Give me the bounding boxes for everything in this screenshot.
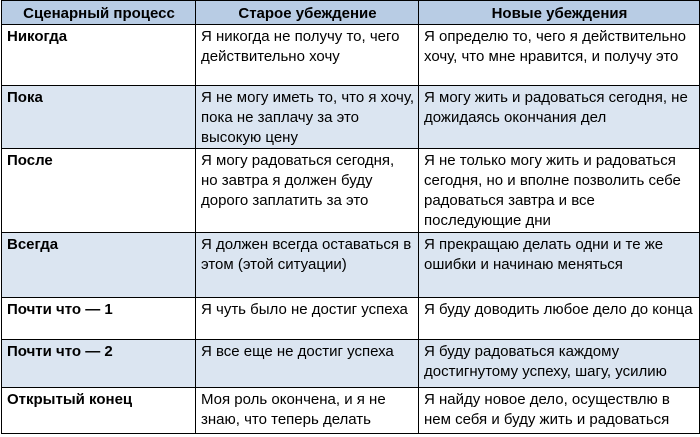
process-cell: Никогда [2, 25, 196, 86]
old-belief-cell: Я все еще не достиг успеха [196, 340, 419, 388]
process-cell: Почти что — 1 [2, 298, 196, 340]
process-cell: Всегда [2, 233, 196, 298]
script-beliefs-table [1, 0, 700, 434]
old-belief-cell: Я должен всегда оставаться в этом (этой ситуации) [196, 233, 419, 298]
table-row [2, 388, 700, 434]
old-belief-cell: Я никогда не получу то, чего действительно хочу [196, 25, 419, 86]
header-new-beliefs: Новые убеждения [419, 1, 700, 25]
table-row [2, 298, 700, 340]
process-cell: После [2, 149, 196, 233]
new-belief-cell: Я буду доводить любое дело до конца [419, 298, 700, 340]
old-belief-cell: Я не могу иметь то, что я хочу, пока не заплачу за это высокую цену [196, 86, 419, 149]
new-belief-cell: Я определю то, чего я действительно хочу, что мне нравится, и получу это [419, 25, 700, 86]
table-row [2, 25, 700, 86]
table-row [2, 233, 700, 298]
old-belief-cell: Я могу радоваться сегодня, но завтра я должен буду дорого заплатить за это [196, 149, 419, 233]
header-row [2, 1, 700, 25]
table-row [2, 86, 700, 149]
new-belief-cell: Я прекращаю делать одни и те же ошибки и начинаю меняться [419, 233, 700, 298]
header-process: Сценарный процесс [2, 1, 196, 25]
header-old-belief: Старое убеждение [196, 1, 419, 25]
process-cell: Пока [2, 86, 196, 149]
new-belief-cell: Я могу жить и радоваться сегодня, не дожидаясь окончания дел [419, 86, 700, 149]
process-cell: Открытый конец [2, 388, 196, 434]
process-cell: Почти что — 2 [2, 340, 196, 388]
table-row [2, 149, 700, 233]
old-belief-cell: Моя роль окончена, и я не знаю, что теперь делать [196, 388, 419, 434]
new-belief-cell: Я буду радоваться каждому достигнутому успеху, шагу, усилию [419, 340, 700, 388]
new-belief-cell: Я найду новое дело, осуществлю в нем себя и буду жить и радоваться [419, 388, 700, 434]
new-belief-cell: Я не только могу жить и радоваться сегодня, но и вполне позволить себе радоваться завтра и все последующие дни [419, 149, 700, 233]
old-belief-cell: Я чуть было не достиг успеха [196, 298, 419, 340]
table-row [2, 340, 700, 388]
